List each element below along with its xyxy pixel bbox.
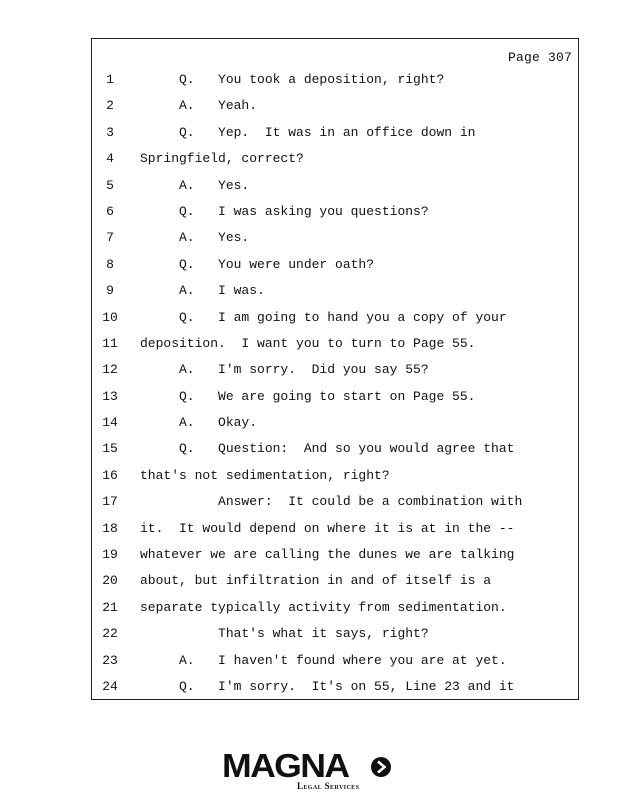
transcript-page <box>91 38 579 700</box>
line-text: it. It would depend on where it is at in the -- <box>140 520 515 536</box>
transcript-line <box>92 96 578 122</box>
line-text: Q. You were under oath? <box>140 256 375 272</box>
transcript-line <box>92 598 578 624</box>
line-number: 8 <box>106 256 114 272</box>
line-text: about, but infiltration in and of itself is a <box>140 573 492 589</box>
transcript-line <box>92 149 578 175</box>
transcript-line <box>92 360 578 386</box>
line-number: 9 <box>106 283 114 299</box>
transcript-line <box>92 439 578 465</box>
line-text: Q. Question: And so you would agree that <box>140 441 515 457</box>
line-number: 7 <box>106 230 114 246</box>
line-text: deposition. I want you to turn to Page 55. <box>140 335 476 351</box>
magna-logo <box>222 748 402 796</box>
line-number: 17 <box>102 494 118 510</box>
transcript-line <box>92 228 578 254</box>
page-number: Page 307 <box>507 50 572 65</box>
line-number: 1 <box>106 72 114 87</box>
transcript-line <box>92 308 578 334</box>
transcript-line <box>92 545 578 571</box>
line-number: 11 <box>102 335 118 351</box>
line-number: 18 <box>102 520 118 536</box>
chevron-right-circle-icon <box>370 756 392 778</box>
line-text: A. Okay. <box>140 415 258 431</box>
transcript-line <box>92 334 578 360</box>
line-text: Q. We are going to start on Page 55. <box>140 388 476 404</box>
transcript-line <box>92 176 578 202</box>
line-text: A. Yes. <box>140 177 250 193</box>
line-number: 4 <box>106 151 114 167</box>
line-text: That's what it says, right? <box>140 626 429 642</box>
line-number: 22 <box>102 626 118 642</box>
line-text: Springfield, correct? <box>140 151 304 167</box>
line-text: A. Yeah. <box>140 98 258 114</box>
line-number: 20 <box>102 573 118 589</box>
line-number: 24 <box>102 678 118 694</box>
line-number: 6 <box>106 203 114 219</box>
line-text: that's not sedimentation, right? <box>140 467 390 483</box>
line-number: 13 <box>102 388 118 404</box>
line-number: 21 <box>102 599 118 615</box>
line-text: A. I was. <box>140 283 265 299</box>
line-text: Answer: It could be a combination with <box>140 494 523 510</box>
line-text: Q. I'm sorry. It's on 55, Line 23 and it <box>140 678 515 694</box>
logo-wordmark: MAGNA <box>222 747 349 784</box>
line-text: A. I'm sorry. Did you say 55? <box>140 362 429 378</box>
transcript-line <box>92 387 578 413</box>
line-number: 23 <box>102 652 118 668</box>
transcript-line <box>92 677 578 703</box>
line-number: 3 <box>106 124 114 140</box>
line-text: Q. I am going to hand you a copy of your <box>140 309 507 325</box>
line-number: 19 <box>102 547 118 563</box>
transcript-line <box>92 413 578 439</box>
transcript-line <box>92 571 578 597</box>
line-text: separate typically activity from sedimentation. <box>140 599 507 615</box>
line-number: 10 <box>102 309 118 325</box>
transcript-line <box>92 202 578 228</box>
line-number: 5 <box>106 177 114 193</box>
logo-subtitle: Legal Services <box>297 781 360 791</box>
line-text: whatever we are calling the dunes we are talking <box>140 547 515 563</box>
transcript-line <box>92 123 578 149</box>
line-text: Q. I was asking you questions? <box>140 203 429 219</box>
line-text: Q. Yep. It was in an office down in <box>140 124 476 140</box>
line-text: Q. You took a deposition, right? <box>140 72 445 87</box>
line-text: A. Yes. <box>140 230 250 246</box>
line-number: 14 <box>102 415 118 431</box>
line-text: A. I haven't found where you are at yet. <box>140 652 507 668</box>
transcript-line <box>92 492 578 518</box>
transcript-line <box>92 281 578 307</box>
line-number: 12 <box>102 362 118 378</box>
transcript-line <box>92 255 578 281</box>
transcript-line <box>92 651 578 677</box>
line-number: 2 <box>106 98 114 114</box>
transcript-line <box>92 519 578 545</box>
transcript-line <box>92 624 578 650</box>
line-number: 16 <box>102 467 118 483</box>
transcript-line <box>92 70 578 96</box>
transcript-line <box>92 466 578 492</box>
line-number: 15 <box>102 441 118 457</box>
transcript-lines <box>92 70 578 703</box>
